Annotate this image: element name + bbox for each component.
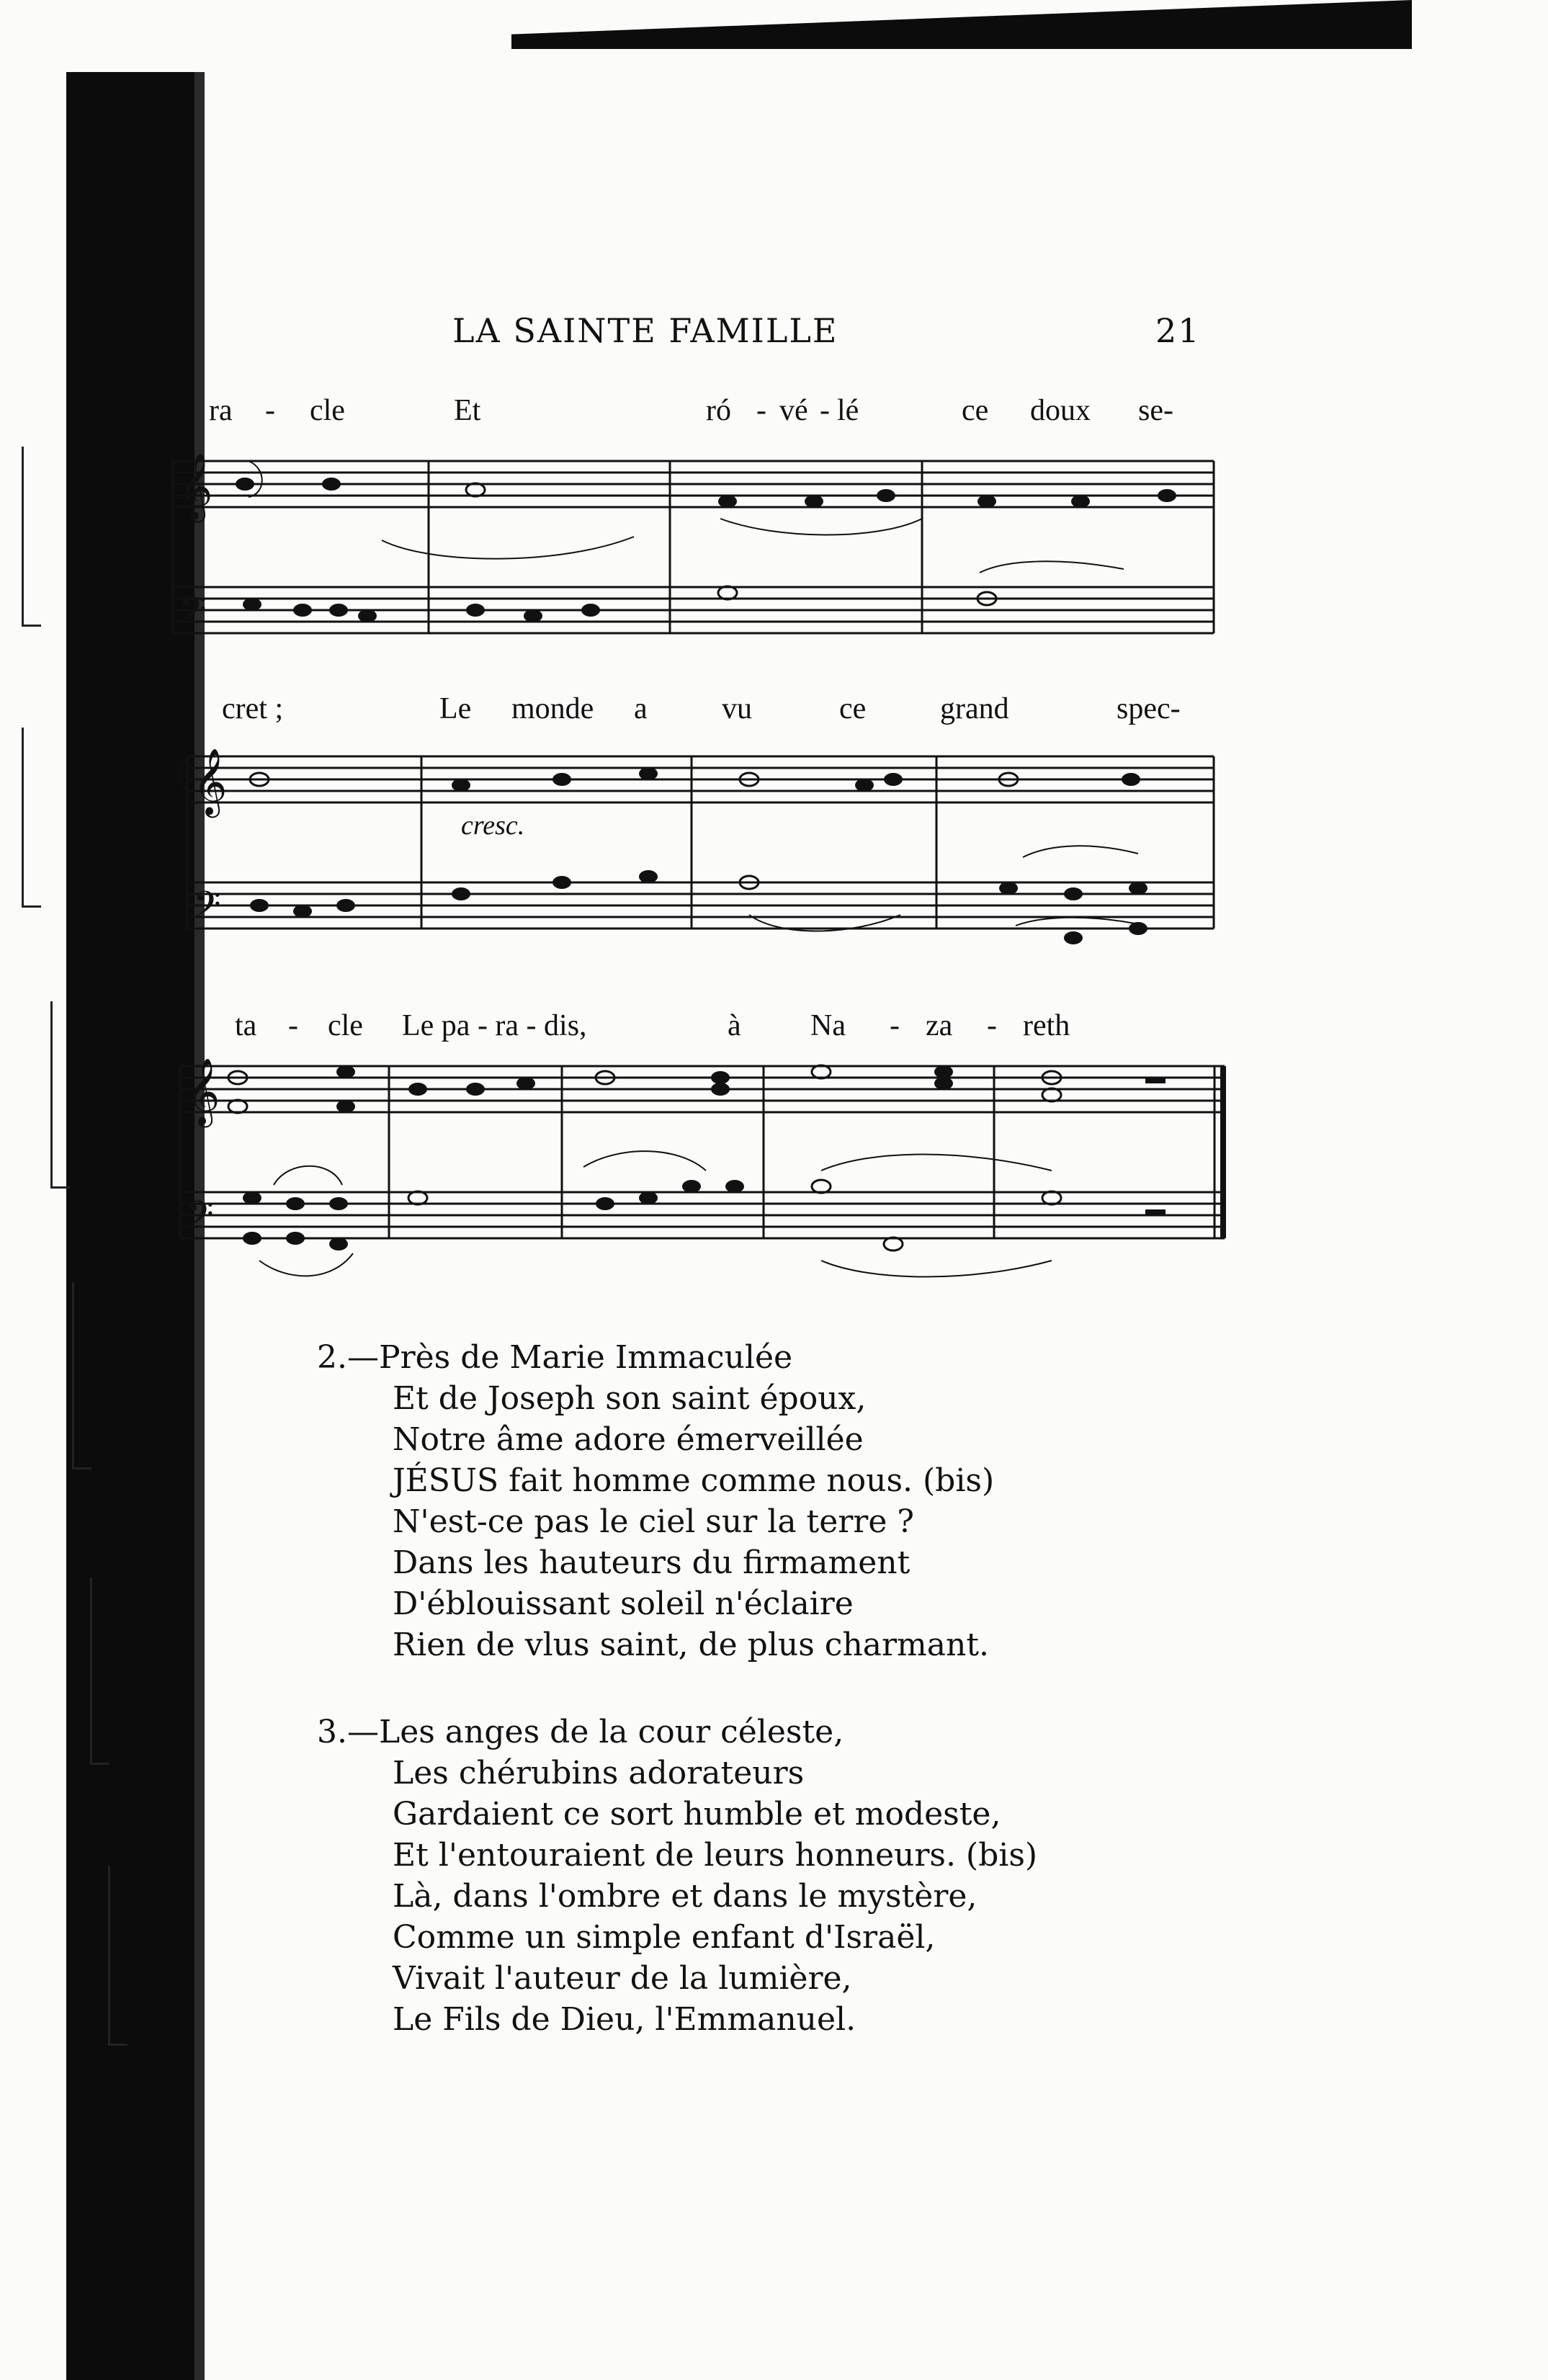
verse-line: JÉSUS fait homme comme nous. (bis) [393,1462,995,1499]
scan-ruler-mark [108,1866,110,2046]
lyric-syllable: za [926,1009,953,1042]
lyric-syllable: vu [722,692,752,725]
verse-number: 3.— [317,1714,379,1750]
verse-line: Et de Joseph son saint époux, [393,1380,867,1417]
verse-line: Le Fils de Dieu, l'Emmanuel. [393,2001,856,2038]
lyric-syllable: doux [1030,394,1091,427]
lyric-hyphen: - [820,394,830,427]
verse-line: Dans les hauteurs du firmament [393,1544,911,1581]
lyric-syllable: ta [235,1009,257,1042]
lyric-syllable: cle [328,1009,363,1042]
svg-text:𝄢: 𝄢 [186,1194,214,1244]
lyric-syllable: vé [779,394,808,427]
lyric-syllable: monde [511,692,594,725]
page-number: 21 [1155,311,1201,350]
verse-3 [317,1712,1109,2040]
lyric-syllable: ce [839,692,867,725]
lyric-syllable: Le pa - ra - dis, [402,1009,587,1042]
verse-line: Rien de vlus saint, de plus charmant. [393,1627,990,1663]
verse-line: Là, dans l'ombre et dans le mystère, [393,1878,977,1915]
scan-ruler-mark [72,1282,74,1469]
verse-number: 2.— [317,1339,379,1376]
lyric-syllable: cle [310,394,345,427]
verse-line: N'est-ce pas le ciel sur la terre ? [393,1503,914,1540]
verse-line: D'éblouissant soleil n'éclaire [393,1585,854,1622]
lyric-syllable: lé [837,394,859,427]
svg-text:𝄢: 𝄢 [179,589,207,639]
lyric-syllable: grand [940,692,1009,725]
verse-line: Les anges de la cour céleste, [378,1714,844,1750]
lyric-syllable: se- [1138,394,1173,427]
verse-line: Comme un simple enfant d'Israël, [393,1919,936,1956]
verse-line: Près de Marie Immaculée [378,1339,793,1376]
verse-line: Les chérubins adorateurs [393,1755,805,1791]
svg-text:𝄞: 𝄞 [179,452,213,519]
lyric-hyphen: - [288,1009,298,1042]
verse-line: Gardaient ce sort humble et modeste, [393,1796,1001,1833]
lyric-syllable: Et [454,394,481,427]
lyric-hyphen: - [756,394,766,427]
music-system-3 [158,1044,1239,1289]
scan-ruler-mark [50,1001,53,1189]
lyric-syllable: Le [439,692,472,725]
lyric-hyphen: - [987,1009,997,1042]
lyric-syllable: Na [810,1009,846,1042]
lyric-hyphen: - [265,394,275,427]
lyric-syllable: spec- [1117,692,1181,725]
running-title: LA SAINTE FAMILLE [452,311,838,350]
lyrics-line-2 [209,692,1217,735]
scan-ruler-mark [22,728,24,908]
verse-line: Notre âme adore émerveillée [393,1421,864,1458]
lyric-syllable: reth [1023,1009,1070,1042]
scan-ruler-mark [90,1578,92,1765]
scan-ruler-mark [22,447,24,627]
svg-text:𝄞: 𝄞 [193,748,228,815]
verse-2 [317,1337,1109,1665]
lyric-syllable: cret ; [222,692,284,725]
dynamic-marking: cresc. [461,810,525,841]
lyric-hyphen: - [890,1009,900,1042]
lyric-syllable: ró [706,394,731,427]
lyrics-line-1 [209,393,1217,437]
verse-line: Vivait l'auteur de la lumière, [393,1960,852,1997]
top-scan-shadow [511,0,1412,49]
lyric-syllable: à [728,1009,741,1042]
music-system-1 [158,439,1239,656]
music-system-2 [158,735,1239,965]
lyric-syllable: ce [962,394,989,427]
svg-text:𝄞: 𝄞 [186,1057,220,1124]
lyric-syllable: ra [209,394,233,427]
svg-text:𝄢: 𝄢 [193,884,221,934]
verse-line: Et l'entouraient de leurs honneurs. (bis) [393,1837,1038,1874]
lyric-syllable: a [634,692,648,725]
